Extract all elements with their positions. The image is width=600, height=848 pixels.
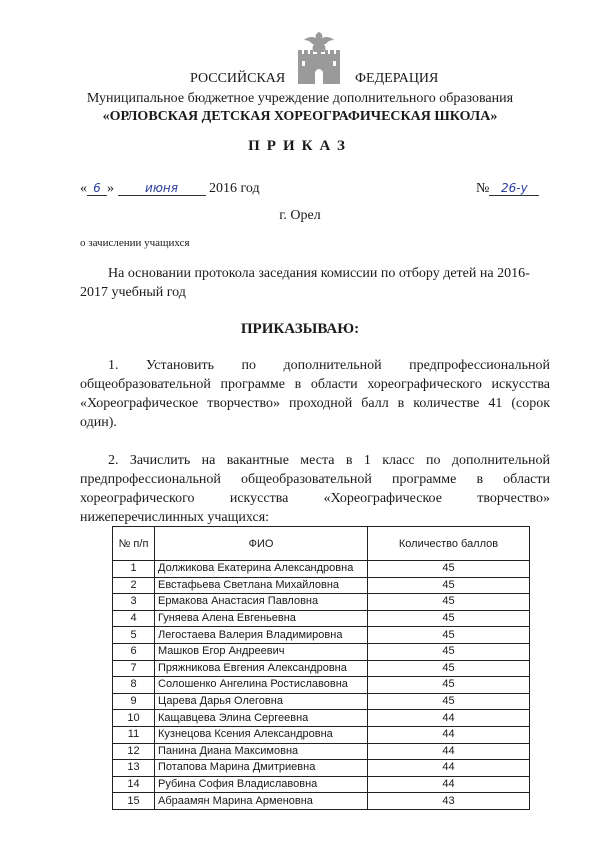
- cell-student-name: Ермакова Анастасия Павловна: [155, 594, 368, 611]
- cell-student-name: Абраамян Марина Арменовна: [155, 793, 368, 810]
- cell-student-name: Потапова Марина Дмитриевна: [155, 760, 368, 777]
- cell-number: 7: [113, 660, 155, 677]
- column-header-score: Количество баллов: [368, 527, 530, 561]
- cell-number: 14: [113, 776, 155, 793]
- table-row: [113, 627, 530, 644]
- cell-student-name: Пряжникова Евгения Александровна: [155, 660, 368, 677]
- table-row: [113, 693, 530, 710]
- cell-student-name: Евстафьева Светлана Михайловна: [155, 577, 368, 594]
- order-number: [476, 181, 539, 197]
- institution-name: Муниципальное бюджетное учреждение дополнительного образования: [86, 91, 514, 106]
- students-table: [112, 526, 530, 810]
- table-row: [113, 594, 530, 611]
- cell-score: 45: [368, 677, 530, 694]
- cell-student-name: Рубина София Владиславовна: [155, 776, 368, 793]
- cell-score: 44: [368, 760, 530, 777]
- cell-score: 45: [368, 660, 530, 677]
- eagle-on-castle-emblem-icon: [290, 30, 348, 86]
- order-item-2: 2. Зачислить на вакантные места в 1 класс по дополнительной предпрофессиональной общеобразовательной программе в области хореографического искусства «Хореографическое творчество» нижеперечислинных учащихся:: [80, 453, 550, 525]
- order-subject: о зачислении учащихся: [80, 237, 190, 249]
- cell-student-name: Кащавцева Элина Сергеевна: [155, 710, 368, 727]
- students-table-body: [113, 561, 530, 810]
- table-row: [113, 660, 530, 677]
- cell-number: 6: [113, 643, 155, 660]
- order-item-1: 1. Установить по дополнительной предпрофессиональной общеобразовательной программе в области хореографического искусства «Хореографическое творчество» проходной балл в количестве 41 (сорок один).: [80, 358, 550, 430]
- cell-score: 44: [368, 743, 530, 760]
- table-row: [113, 793, 530, 810]
- column-header-number: № п/п: [113, 527, 155, 561]
- table-row: [113, 677, 530, 694]
- table-row: [113, 610, 530, 627]
- cell-number: 5: [113, 627, 155, 644]
- order-basis: На основании протокола заседания комиссии по отбору детей на 2016-2017 учебный год: [80, 266, 530, 300]
- table-row: [113, 643, 530, 660]
- document-type: ПРИКАЗ: [248, 138, 352, 154]
- cell-number: 13: [113, 760, 155, 777]
- order-date: [80, 181, 260, 197]
- table-row: [113, 710, 530, 727]
- cell-score: 45: [368, 577, 530, 594]
- cell-number: 15: [113, 793, 155, 810]
- cell-number: 4: [113, 610, 155, 627]
- cell-score: 44: [368, 710, 530, 727]
- cell-student-name: Царева Дарья Олеговна: [155, 693, 368, 710]
- cell-score: 44: [368, 776, 530, 793]
- cell-student-name: Легостаева Валерия Владимировна: [155, 627, 368, 644]
- country-name-left: РОССИЙСКАЯ: [190, 71, 286, 86]
- decree-heading: ПРИКАЗЫВАЮ:: [240, 321, 360, 337]
- cell-number: 12: [113, 743, 155, 760]
- cell-student-name: Должикова Екатерина Александровна: [155, 561, 368, 578]
- table-row: [113, 561, 530, 578]
- date-year: 2016 год: [209, 181, 260, 196]
- order-number-value: 26-у: [489, 182, 539, 196]
- cell-number: 11: [113, 726, 155, 743]
- table-row: [113, 760, 530, 777]
- cell-score: 45: [368, 610, 530, 627]
- cell-student-name: Гуняева Алена Евгеньевна: [155, 610, 368, 627]
- cell-score: 44: [368, 726, 530, 743]
- country-name-right: ФЕДЕРАЦИЯ: [355, 71, 439, 86]
- cell-score: 45: [368, 643, 530, 660]
- cell-number: 3: [113, 594, 155, 611]
- cell-score: 45: [368, 627, 530, 644]
- cell-number: 10: [113, 710, 155, 727]
- cell-student-name: Машков Егор Андреевич: [155, 643, 368, 660]
- table-row: [113, 726, 530, 743]
- cell-student-name: Кузнецова Ксения Александровна: [155, 726, 368, 743]
- date-month: июня: [118, 182, 206, 196]
- table-row: [113, 743, 530, 760]
- school-name: «ОРЛОВСКАЯ ДЕТСКАЯ ХОРЕОГРАФИЧЕСКАЯ ШКОЛА»: [102, 109, 498, 124]
- cell-score: 45: [368, 561, 530, 578]
- cell-number: 2: [113, 577, 155, 594]
- order-number-prefix: №: [476, 181, 490, 196]
- cell-score: 43: [368, 793, 530, 810]
- table-header-row: [113, 527, 530, 561]
- column-header-name: ФИО: [155, 527, 368, 561]
- table-row: [113, 776, 530, 793]
- city: г. Орел: [279, 208, 321, 223]
- cell-student-name: Солошенко Ангелина Ростиславовна: [155, 677, 368, 694]
- date-quote-open: «: [80, 181, 87, 196]
- cell-number: 1: [113, 561, 155, 578]
- date-day: 6: [87, 182, 107, 196]
- cell-student-name: Панина Диана Максимовна: [155, 743, 368, 760]
- cell-score: 45: [368, 693, 530, 710]
- cell-score: 45: [368, 594, 530, 611]
- date-quote-close: »: [107, 181, 114, 196]
- cell-number: 9: [113, 693, 155, 710]
- cell-number: 8: [113, 677, 155, 694]
- table-row: [113, 577, 530, 594]
